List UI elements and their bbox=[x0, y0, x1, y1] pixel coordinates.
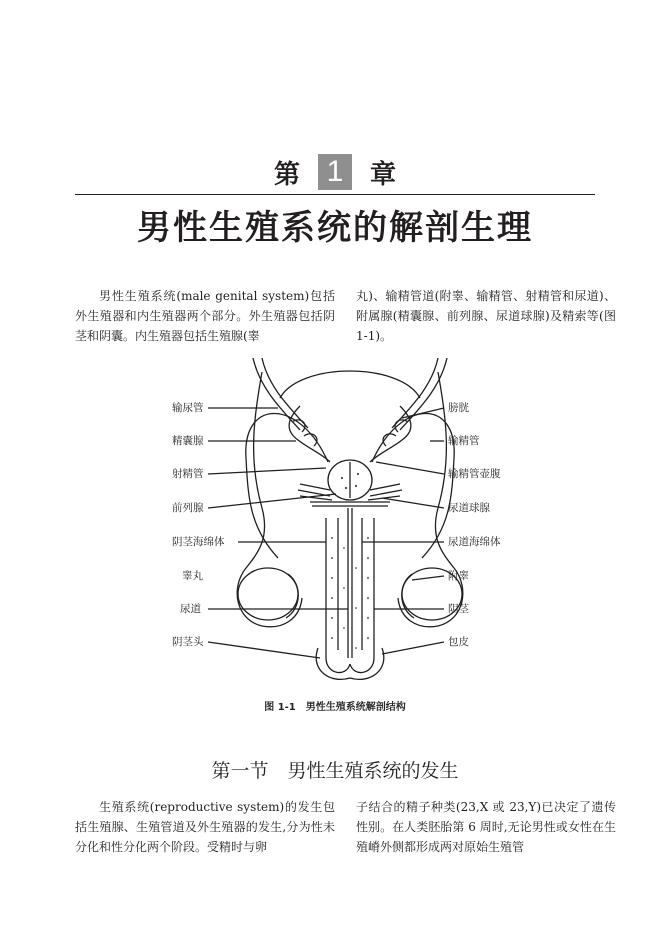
label-prostate: 前列腺 bbox=[172, 502, 204, 514]
label-penis: 阴茎 bbox=[448, 603, 469, 615]
label-corpus-spongiosum: 尿道海绵体 bbox=[448, 536, 501, 548]
label-corpus-cavernosum: 阴茎海绵体 bbox=[172, 536, 225, 548]
intro-paragraph-right: 丸)、输精管道(附睾、输精管、射精管和尿道)、附属腺(精囊腺、前列腺、尿道球腺)及精索等(图 1-1)。 bbox=[356, 289, 616, 343]
label-bladder: 膀胱 bbox=[448, 402, 469, 414]
label-ejaculatory-duct: 射精管 bbox=[172, 468, 204, 480]
label-bulbourethral-gland: 尿道球腺 bbox=[448, 502, 490, 514]
label-prepuce: 包皮 bbox=[448, 636, 469, 648]
label-vas-deferens: 输精管 bbox=[448, 435, 480, 447]
label-glans: 阴茎头 bbox=[172, 636, 204, 648]
section-paragraph-left: 生殖系统(reproductive system)的发生包括生殖腺、生殖管道及外生殖器的发生,分为性未分化和性分化两个阶段。受精时与卵 bbox=[75, 800, 335, 854]
label-epididymis: 附睾 bbox=[448, 570, 469, 582]
chapter-suffix: 章 bbox=[370, 159, 397, 190]
label-ampulla: 输精管壶腹 bbox=[448, 468, 501, 480]
anatomy-figure bbox=[150, 358, 520, 684]
label-urethra: 尿道 bbox=[180, 603, 201, 615]
chapter-heading bbox=[0, 152, 670, 192]
label-testis: 睾丸 bbox=[182, 570, 203, 582]
chapter-number-badge: 1 bbox=[318, 154, 352, 190]
section-heading: 第一节 男性生殖系统的发生 bbox=[211, 760, 459, 782]
intro-paragraph-left: 男性生殖系统(male genital system)包括外生殖器和内生殖器两个部分。外生殖器包括阴茎和阴囊。内生殖器包括生殖腺(睾 bbox=[75, 289, 335, 343]
figure-caption: 图 1-1 男性生殖系统解剖结构 bbox=[264, 702, 406, 713]
section-paragraph-right: 子结合的精子种类(23,X 或 23,Y)已决定了遗传性别。在人类胚胎第 6 周时,无论男性或女性在生殖嵴外侧都形成两对原始生殖管 bbox=[356, 800, 616, 854]
chapter-prefix: 第 bbox=[273, 159, 300, 190]
label-ureter: 输尿管 bbox=[172, 402, 204, 414]
chapter-divider bbox=[75, 194, 595, 195]
label-seminal-vesicle: 精囊腺 bbox=[172, 435, 204, 447]
chapter-title: 男性生殖系统的解剖生理 bbox=[137, 208, 533, 248]
